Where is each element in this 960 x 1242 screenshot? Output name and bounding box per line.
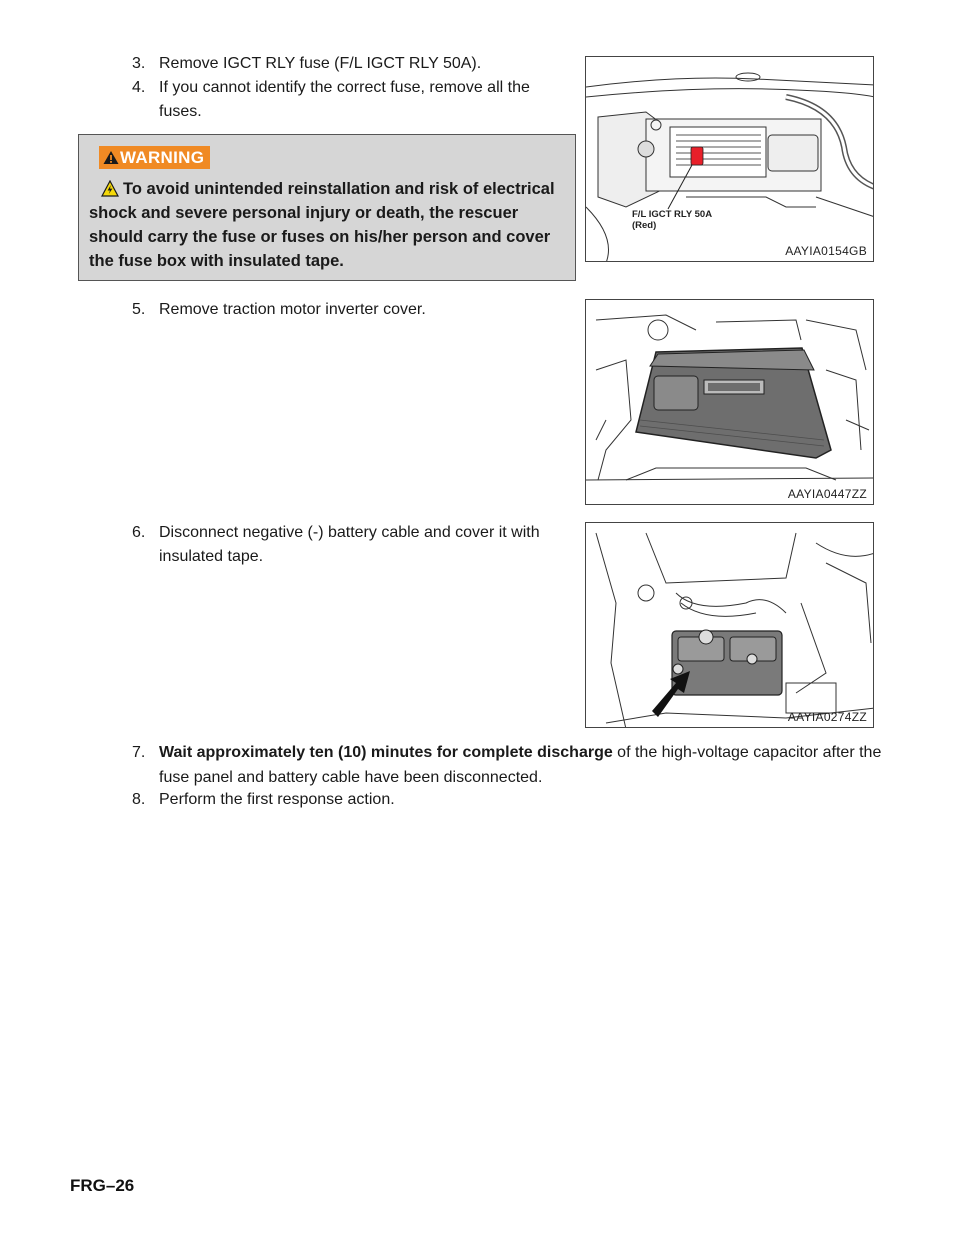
step-text: If you cannot identify the correct fuse, remove all the [159,79,530,96]
warning-triangle-icon [103,150,119,165]
battery-cable-illustration [586,523,874,728]
high-voltage-icon [101,180,119,197]
figure-code: AAYIA0154GB [785,244,867,258]
warning-text-block [89,177,567,273]
step-text: Remove IGCT RLY fuse (F/L IGCT RLY 50A). [159,55,482,72]
callout-line: F/L IGCT RLY 50A [632,209,713,220]
step-text [159,740,889,790]
step-number: 5. [132,301,146,318]
step-text-rest: of the high-voltage capacitor after the fuse panel and battery cable have been disconnected. [159,744,882,786]
step-number: 8. [132,791,146,808]
fuse-callout [632,209,712,231]
step-number: 7. [132,744,146,761]
figure-inverter-cover [585,299,874,505]
step-number: 3. [132,55,146,72]
warning-tag [99,146,210,169]
step-text-continued: fuses. [159,103,202,120]
step-text: Disconnect negative (-) battery cable and cover it with [159,524,540,541]
warning-box [78,134,576,281]
step-text: Remove traction motor inverter cover. [159,301,426,318]
figure-code: AAYIA0447ZZ [787,487,867,501]
step-number: 6. [132,524,146,541]
step-text: Perform the first response action. [159,791,395,808]
figure-code: AAYIA0274ZZ [787,710,867,724]
step-number: 4. [132,79,146,96]
warning-label: WARNING [120,148,205,167]
figure-fuse-box [585,56,874,262]
callout-line: (Red) [632,220,657,231]
figure-battery-cable [585,522,874,728]
fuse-box-illustration [586,57,874,262]
step-emphasis: Wait approximately ten (10) minutes for complete discharge [159,744,613,761]
page-label: FRG–26 [70,1176,135,1195]
inverter-cover-illustration [586,300,874,505]
step-text-continued: insulated tape. [159,548,264,565]
warning-text: To avoid unintended reinstallation and risk of electrical shock and severe personal injury or death, the rescuer should carry the fuse or fuses on his/her person and cover the fuse box with insulated tape. [89,180,555,270]
